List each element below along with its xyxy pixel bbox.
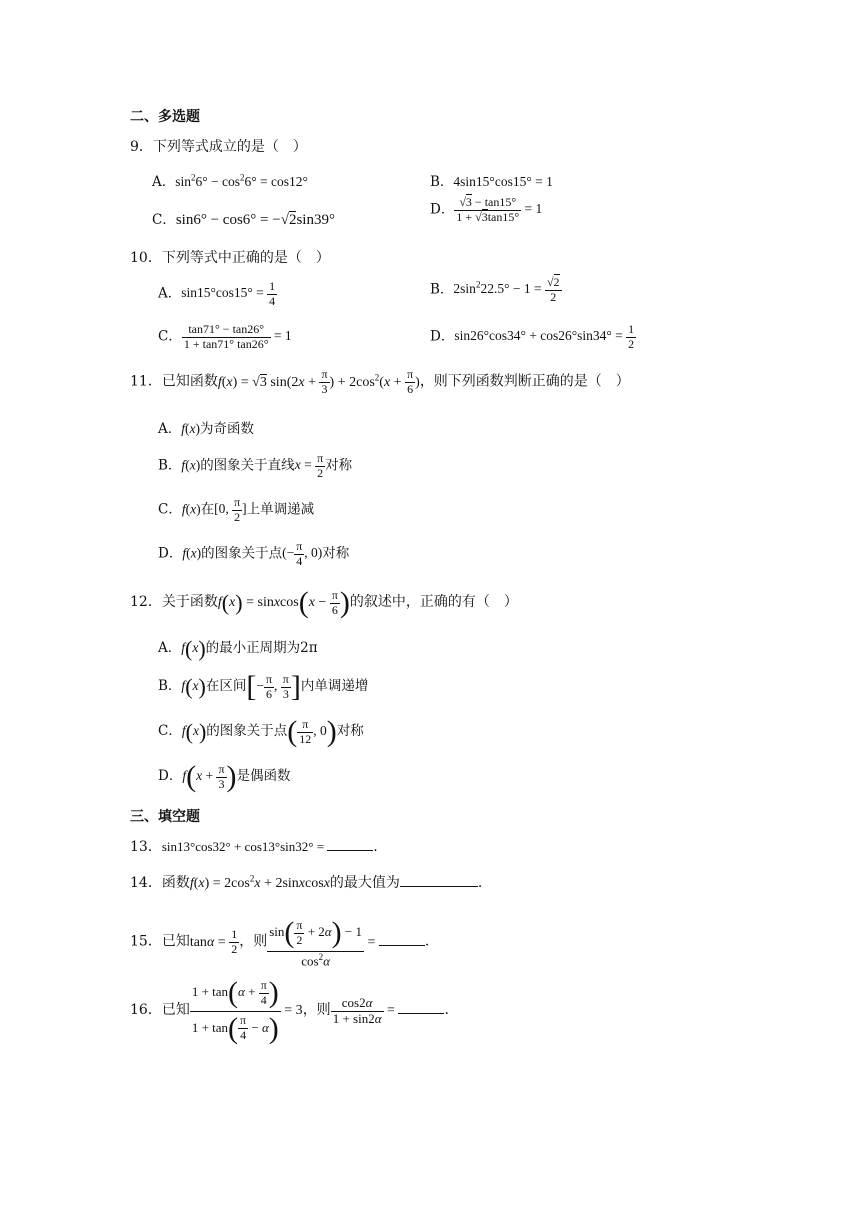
q11-option-d: D．f(x)的图象关于点(− $\frac{\pi}{4}$ , 0)对称 — [158, 539, 350, 568]
question-16: 16．已知 1 + tan(α + $\frac{\pi}{4}$ ) 1 + tan( $\frac{\pi}{4}$ − α) = 3，则 $\frac{\cos 2\alpha}{1 + \sin 2\alpha}$ = . — [130, 976, 449, 1045]
q9-option-d: D． $\frac{√3 - \tan 15^\circ}{1 + √3\tan 15^\circ}$ = 1 — [430, 195, 543, 224]
q12-option-a: A．f(x)的最小正周期为2π — [158, 636, 318, 661]
answer-blank[interactable] — [400, 886, 478, 887]
q10-option-c: C． $\frac{\tan 71^\circ - \tan 26^\circ}{1 + \tan 71^\circ \tan 26^\circ}$ = 1 — [158, 322, 292, 351]
question-9-stem: 9．下列等式成立的是（ ） — [130, 139, 307, 155]
q10-option-a: A．sin15°cos15° = $\frac{1}{4}$ — [158, 279, 276, 308]
section-title-fill-blank: 三、填空题 — [130, 809, 200, 825]
q9-option-b: B．4sin15°cos15° = 1 — [430, 174, 553, 190]
answer-blank[interactable] — [379, 945, 425, 946]
answer-blank[interactable] — [398, 1013, 444, 1014]
section-title-multi-choice: 二、多选题 — [130, 109, 200, 125]
q11-option-a: A．f(x)为奇函数 — [158, 421, 255, 437]
answer-blank[interactable] — [327, 850, 373, 851]
q11-option-c: C．f(x)在[0, $\frac{\pi}{2}$ ]上单调递减 — [158, 495, 315, 524]
q10-option-b: B．$2\sin^222.5^\circ - 1$ = $\frac{√2}{2}$ — [430, 275, 560, 304]
q9-option-c: C．sin6° − cos6° = −√2sin39° — [152, 212, 335, 228]
q10-option-d: D．sin26°cos34° + cos26°sin34° = $\frac{1}{2}$ — [430, 322, 635, 351]
question-14: 14．函数$f(x) = 2\cos^2x$ + 2sinxcosx的最大值为 . — [130, 873, 483, 891]
q12-option-b: B．f(x)在区间[− $\frac{\pi}{6}$ , $\frac{\pi}{3}$ ]内单调递增 — [158, 670, 369, 703]
q12-option-c: C．f(x)的图象关于点( $\frac{\pi}{12}$ , 0)对称 — [158, 715, 364, 748]
q12-option-d: D．f(x + $\frac{\pi}{3}$ )是偶函数 — [158, 760, 291, 793]
question-15: 15．已知tanα = $\frac{1}{2}$ ，则 sin( $\frac{\pi}{2}$ + 2α) − 1 $\cos^2\alpha$ = . — [130, 916, 430, 968]
question-12-stem: 12．关于函数f(x) = sinxcos(x − $\frac{\pi}{6}$ )的叙述中，正确的有（ ） — [130, 586, 518, 619]
q9-option-a: A．$\sin^26^\circ - \cos^26^\circ = \cos 12^\circ$ — [152, 172, 308, 190]
question-13: 13．sin13°cos32° + cos13°sin32° = . — [130, 839, 378, 855]
question-10-stem: 10．下列等式中正确的是（ ） — [130, 250, 330, 266]
q11-option-b: B．f(x)的图象关于直线x = $\frac{\pi}{2}$ 对称 — [158, 451, 353, 480]
question-11-stem: 11．已知函数f(x) = √3 sin(2x + $\frac{\pi}{3}$ ) + $2\cos^2(x$ + $\frac{\pi}{6}$ )，则下列函数判断正确的是（ ） — [130, 367, 630, 396]
